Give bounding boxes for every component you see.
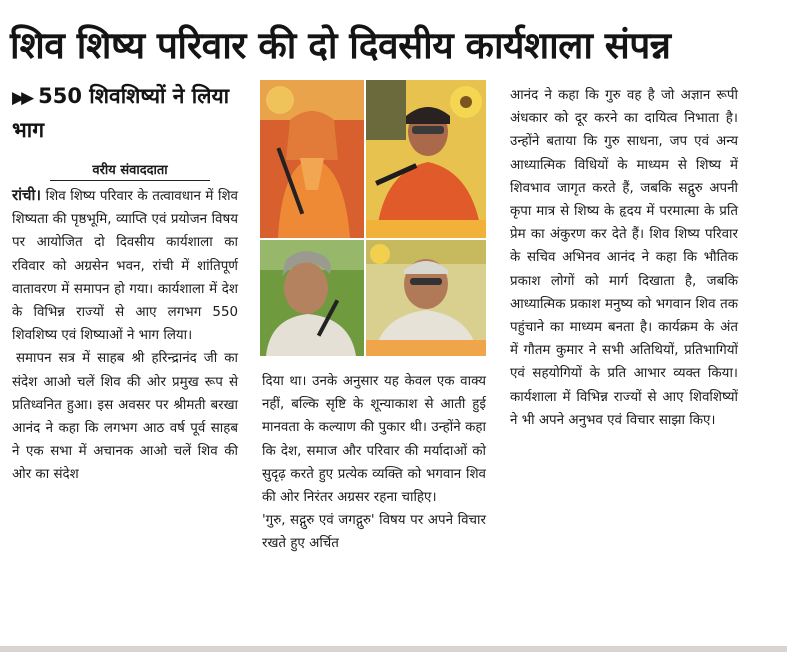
paragraph-message-meaning: दिया था। उनके अनुसार यह केवल एक वाक्य नहीं, बल्कि सृष्टि के शून्याकाश से आती हुई मानवता के कल्याण की पुकार थी। उन्होंने कहा कि देश, समाज और परिवार की मर्यादाओं को सुदृढ़ करते हुए प्रत्येक व्यक्ति को भगवान शिव की ओर निरंतर अग्रसर रहना चाहिए। xyxy=(262,374,486,506)
article-column-1 xyxy=(12,184,238,487)
paragraph-closing-session: समापन सत्र में साहब श्री हरिन्द्रानंद जी का संदेश आओ चलें शिव की ओर प्रमुख रूप से प्रतिध्वनित हुआ। इस अवसर पर श्रीमती बरखा आनंद ने कहा कि लगभग आठ वर्ष पूर्व साहब ने एक सभा में अचानक आओ चलें शिव की ओर का संदेश xyxy=(12,351,238,483)
article-column-2 xyxy=(262,370,486,556)
double-arrow-icon: ▶▶ xyxy=(12,88,31,108)
byline: वरीय संवाददाता xyxy=(50,162,210,181)
article-column-3 xyxy=(510,84,738,432)
page-edge-strip xyxy=(0,646,787,652)
subheading xyxy=(12,80,248,146)
paragraph-intro-text: शिव शिष्य परिवार के तत्वावधान में शिव शिष्यता की पृष्ठभूमि, व्याप्ति एवं प्रयोजन विषय पर आयोजित दो दिवसीय कार्यशाला का रविवार को अग्रसेन भवन, रांची में शांतिपूर्ण वातावरण में समापन हो गया। कार्यशाला में देश के विभिन्न राज्यों से आए लगभग 550 शिवशिष्य एवं शिष्याओं ने भाग लिया। xyxy=(12,189,238,344)
photo-elderly-man xyxy=(260,240,364,356)
photo-collage xyxy=(260,80,486,356)
subheading-text: 550 शिवशिष्यों ने लिया भाग xyxy=(12,84,230,142)
photo-man-speaker xyxy=(366,80,486,238)
paragraph-guru-explained: आनंद ने कहा कि गुरु वह है जो अज्ञान रूपी अंधकार को दूर करने का दायित्व निभाता है। उन्होंने बताया कि गुरु साधना, जप एवं अन्य आध्यात्मिक विधियों के माध्यम से शिष्य में शिवभाव जागृत करते हैं, जबकि सद्गुरु अपनी कृपा मात्र से शिष्य के हृदय में परमात्मा के प्रति प्रेम का अंकुरण कर देते हैं। शिव शिष्य परिवार के सचिव अभिनव आनंद ने कहा कि भौतिक प्रकाश लोगों को मार्ग दिखाता है, जबकि आध्यात्मिक प्रकाश मनुष्य को भगवान शिव तक पहुंचाने का माध्यम बनता है। कार्यक्रम के अंत में गौतम कुमार ने सभी अतिथियों, प्रतिभागियों एवं सहयोगियों के प्रति आभार व्यक्त किया। कार्यशाला में विभिन्न राज्यों से आए शिवशिष्यों ने भी अपने अनुभव एवं विचार साझा किए। xyxy=(510,88,738,428)
photo-woman-speaker xyxy=(260,80,364,238)
paragraph-guru-topic: 'गुरु, सद्गुरु एवं जगद्गुरु' विषय पर अपने विचार रखते हुए अर्चित xyxy=(262,513,486,552)
headline: शिव शिष्य परिवार की दो दिवसीय कार्यशाला संपन्न xyxy=(10,24,671,67)
photo-man-with-glasses xyxy=(366,240,486,356)
paragraph-intro xyxy=(12,184,238,347)
dateline: रांची। xyxy=(12,186,42,204)
